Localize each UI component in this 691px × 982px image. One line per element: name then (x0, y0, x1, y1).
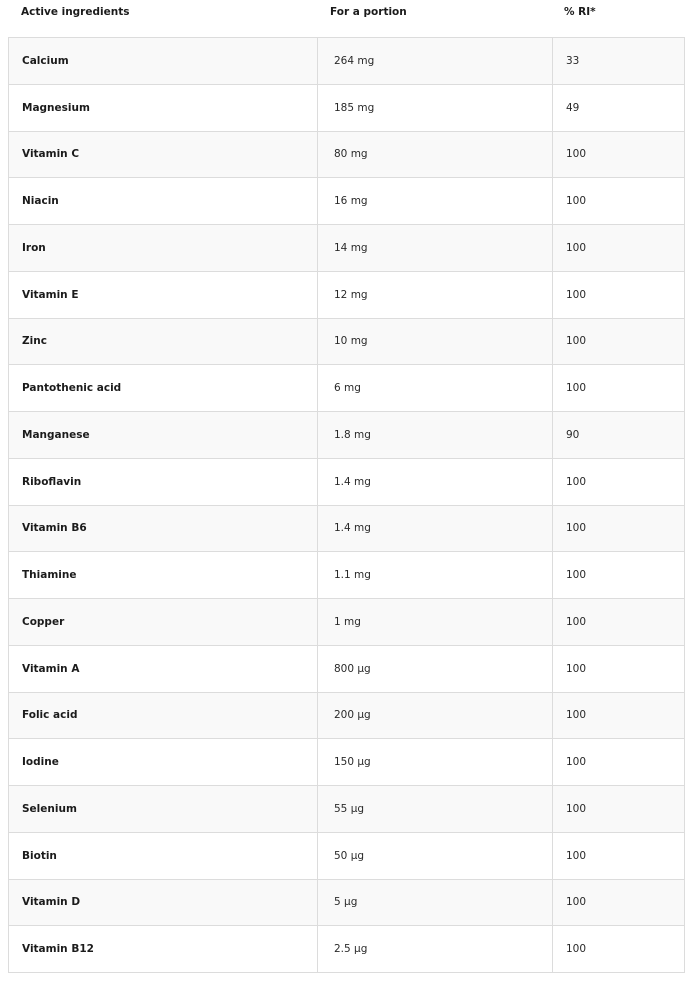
ingredient-amount: 200 µg (318, 692, 553, 739)
ingredient-name: Iodine (9, 739, 318, 786)
table-row (9, 552, 685, 599)
ingredient-name: Magnesium (9, 84, 318, 131)
ingredient-amount: 14 mg (318, 225, 553, 272)
ingredient-amount: 2.5 µg (318, 926, 553, 973)
ingredient-name: Biotin (9, 832, 318, 879)
table-row (9, 505, 685, 552)
ingredient-amount: 1.1 mg (318, 552, 553, 599)
table-row (9, 786, 685, 833)
ingredient-amount: 16 mg (318, 178, 553, 225)
ingredient-ri: 100 (553, 692, 685, 739)
header-percent-ri: % RI* (564, 6, 596, 18)
table-row (9, 84, 685, 131)
ingredient-ri: 100 (553, 926, 685, 973)
ingredient-ri: 33 (553, 38, 685, 85)
table-row (9, 318, 685, 365)
table-row (9, 739, 685, 786)
table-row (9, 879, 685, 926)
ingredient-amount: 50 µg (318, 832, 553, 879)
ingredient-ri: 100 (553, 599, 685, 646)
table-row (9, 692, 685, 739)
ingredient-ri: 100 (553, 739, 685, 786)
ingredient-ri: 100 (553, 271, 685, 318)
table-row (9, 178, 685, 225)
ingredient-ri: 100 (553, 645, 685, 692)
header-for-a-portion: For a portion (330, 6, 407, 18)
ingredient-name: Pantothenic acid (9, 365, 318, 412)
ingredient-ri: 100 (553, 505, 685, 552)
ingredient-name: Vitamin B6 (9, 505, 318, 552)
ingredient-name: Vitamin A (9, 645, 318, 692)
ingredient-amount: 185 mg (318, 84, 553, 131)
table-row (9, 645, 685, 692)
ingredient-amount: 1 mg (318, 599, 553, 646)
ingredient-amount: 1.4 mg (318, 458, 553, 505)
ingredient-name: Calcium (9, 38, 318, 85)
table-row (9, 271, 685, 318)
table-row (9, 131, 685, 178)
ingredient-ri: 100 (553, 131, 685, 178)
ingredient-amount: 55 µg (318, 786, 553, 833)
ingredient-ri: 100 (553, 552, 685, 599)
ingredient-ri: 49 (553, 84, 685, 131)
ingredients-table (8, 37, 685, 973)
ingredient-amount: 12 mg (318, 271, 553, 318)
table-row (9, 412, 685, 459)
ingredient-name: Vitamin D (9, 879, 318, 926)
header-active-ingredients: Active ingredients (21, 6, 130, 18)
table-header (8, 0, 684, 27)
ingredient-name: Vitamin E (9, 271, 318, 318)
ingredient-ri: 100 (553, 318, 685, 365)
ingredient-name: Riboflavin (9, 458, 318, 505)
ingredient-amount: 800 µg (318, 645, 553, 692)
table-row (9, 599, 685, 646)
ingredient-name: Iron (9, 225, 318, 272)
ingredient-amount: 150 µg (318, 739, 553, 786)
ingredient-name: Thiamine (9, 552, 318, 599)
table-row (9, 458, 685, 505)
table-row (9, 832, 685, 879)
ingredient-name: Copper (9, 599, 318, 646)
ingredients-table-body (9, 38, 685, 973)
ingredient-name: Manganese (9, 412, 318, 459)
ingredient-name: Vitamin B12 (9, 926, 318, 973)
table-row (9, 365, 685, 412)
ingredient-amount: 264 mg (318, 38, 553, 85)
ingredient-amount: 6 mg (318, 365, 553, 412)
ingredient-ri: 100 (553, 178, 685, 225)
ingredient-name: Selenium (9, 786, 318, 833)
ingredient-ri: 90 (553, 412, 685, 459)
ingredient-amount: 1.4 mg (318, 505, 553, 552)
ingredient-ri: 100 (553, 458, 685, 505)
ingredient-ri: 100 (553, 879, 685, 926)
table-row (9, 926, 685, 973)
ingredient-name: Vitamin C (9, 131, 318, 178)
table-row (9, 38, 685, 85)
ingredient-name: Folic acid (9, 692, 318, 739)
ingredient-ri: 100 (553, 365, 685, 412)
ingredient-amount: 5 µg (318, 879, 553, 926)
ingredient-ri: 100 (553, 225, 685, 272)
ingredient-name: Niacin (9, 178, 318, 225)
ingredient-amount: 80 mg (318, 131, 553, 178)
ingredient-ri: 100 (553, 786, 685, 833)
ingredient-name: Zinc (9, 318, 318, 365)
ingredient-amount: 1.8 mg (318, 412, 553, 459)
ingredient-amount: 10 mg (318, 318, 553, 365)
table-row (9, 225, 685, 272)
ingredient-ri: 100 (553, 832, 685, 879)
